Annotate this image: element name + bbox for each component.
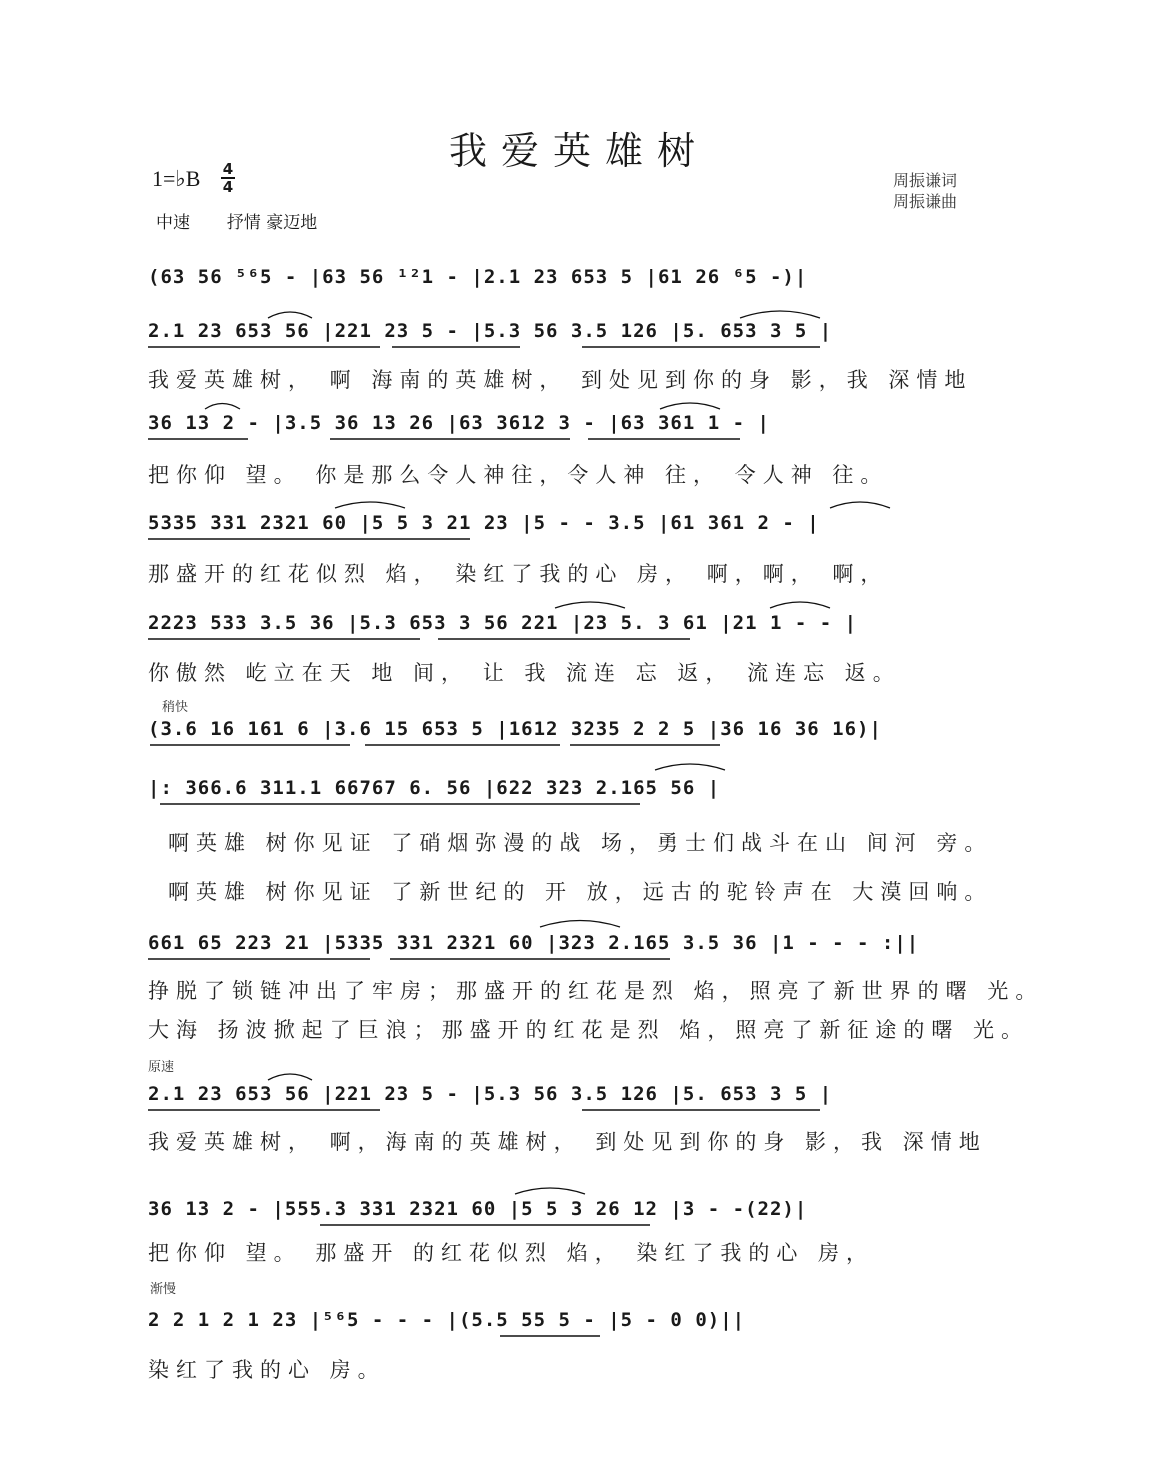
composer-credit: 周振谦曲 [893,192,958,211]
notation-line-3: 36 13 2 - |3.5 36 13 26 |63 3612 3 - |63 361 1 - | [148,412,770,434]
lyric-line-4: 那盛开的红花似烈 焰， 染红了我的心 房， 啊，啊， 啊， [148,562,889,586]
lyric-line-3: 把你仰 望。 你是那么令人神往，令人神 往， 令人神 往。 [148,463,889,487]
key-signature: 1=♭B [152,166,201,191]
lyric-line-11: 染红了我的心 房。 [148,1358,386,1382]
notation-line-9: 2.1 23 653 56 |221 23 5 - |5.3 56 3.5 126 |5. 653 3 5 | [148,1083,833,1105]
tempo-change-faster: 稍快 [162,700,189,715]
lyric-line-7-verse-2: 啊英雄 树你见证 了新世纪的 开 放，远古的驼铃声在 大漠回响。 [168,880,993,904]
notation-line-2: 2.1 23 653 56 |221 23 5 - |5.3 56 3.5 126 |5. 653 3 5 | [148,320,833,342]
notation-line-11: 2 2 1 2 1 23 |⁵⁶5 - - - |(5.5 55 5 - |5 - 0 0)|| [148,1309,746,1331]
lyricist-credit: 周振谦词 [893,171,958,190]
lyric-line-2: 我爱英雄树， 啊 海南的英雄树， 到处见到你的身 影，我 深情地 [148,368,973,392]
tempo-change-slowing: 渐慢 [150,1282,177,1297]
notation-line-4: 5335 331 2321 60 |5 5 3 21 23 |5 - - 3.5 |61 361 2 - | [148,512,820,534]
lyric-line-8-verse-2: 大海 扬波掀起了巨浪；那盛开的红花是烈 焰，照亮了新征途的曙 光。 [148,1018,1030,1042]
expression-text: 抒情 豪迈地 [226,213,318,233]
tempo-change-original: 原速 [148,1060,175,1075]
time-signature-top: 4 [222,160,234,178]
notation-line-7: |: 366.6 311.1 66767 6. 56 |622 323 2.165 56 | [148,777,721,799]
notation-line-5: 2223 533 3.5 36 |5.3 653 3 56 221 |23 5. 3 61 |21 1 - - | [148,612,858,634]
credits [893,170,957,212]
page-title: 我爱英雄树 [448,129,709,173]
tempo-text: 中速 [156,213,190,233]
lyric-line-7-verse-1: 啊英雄 树你见证 了硝烟弥漫的战 场，勇士们战斗在山 间河 旁。 [168,831,993,855]
lyric-line-9: 我爱英雄树， 啊，海南的英雄树， 到处见到你的身 影，我 深情地 [148,1130,987,1154]
notation-line-1: (63 56 ⁵⁶5 - |63 56 ¹²1 - |2.1 23 653 5 |61 26 ⁶5 -)| [148,266,808,288]
notation-line-8: 661 65 223 21 |5335 331 2321 60 |323 2.165 3.5 36 |1 - - - :|| [148,932,920,954]
lyric-line-10: 把你仰 望。 那盛开 的红花似烈 焰， 染红了我的心 房， [148,1241,875,1265]
lyric-line-5: 你傲然 屹立在天 地 间， 让 我 流连 忘 返， 流连忘 返。 [148,661,901,685]
time-signature-bottom: 4 [222,178,234,196]
notation-line-6: (3.6 16 161 6 |3.6 15 653 5 |1612 3235 2 2 5 |36 16 36 16)| [148,718,882,740]
time-signature [219,162,237,194]
notation-line-10: 36 13 2 - |555.3 331 2321 60 |5 5 3 26 12 |3 - -(22)| [148,1198,808,1220]
tempo-marking [156,208,317,233]
lyric-line-8-verse-1: 挣脱了锁链冲出了牢房；那盛开的红花是烈 焰，照亮了新世界的曙 光。 [148,979,1044,1003]
